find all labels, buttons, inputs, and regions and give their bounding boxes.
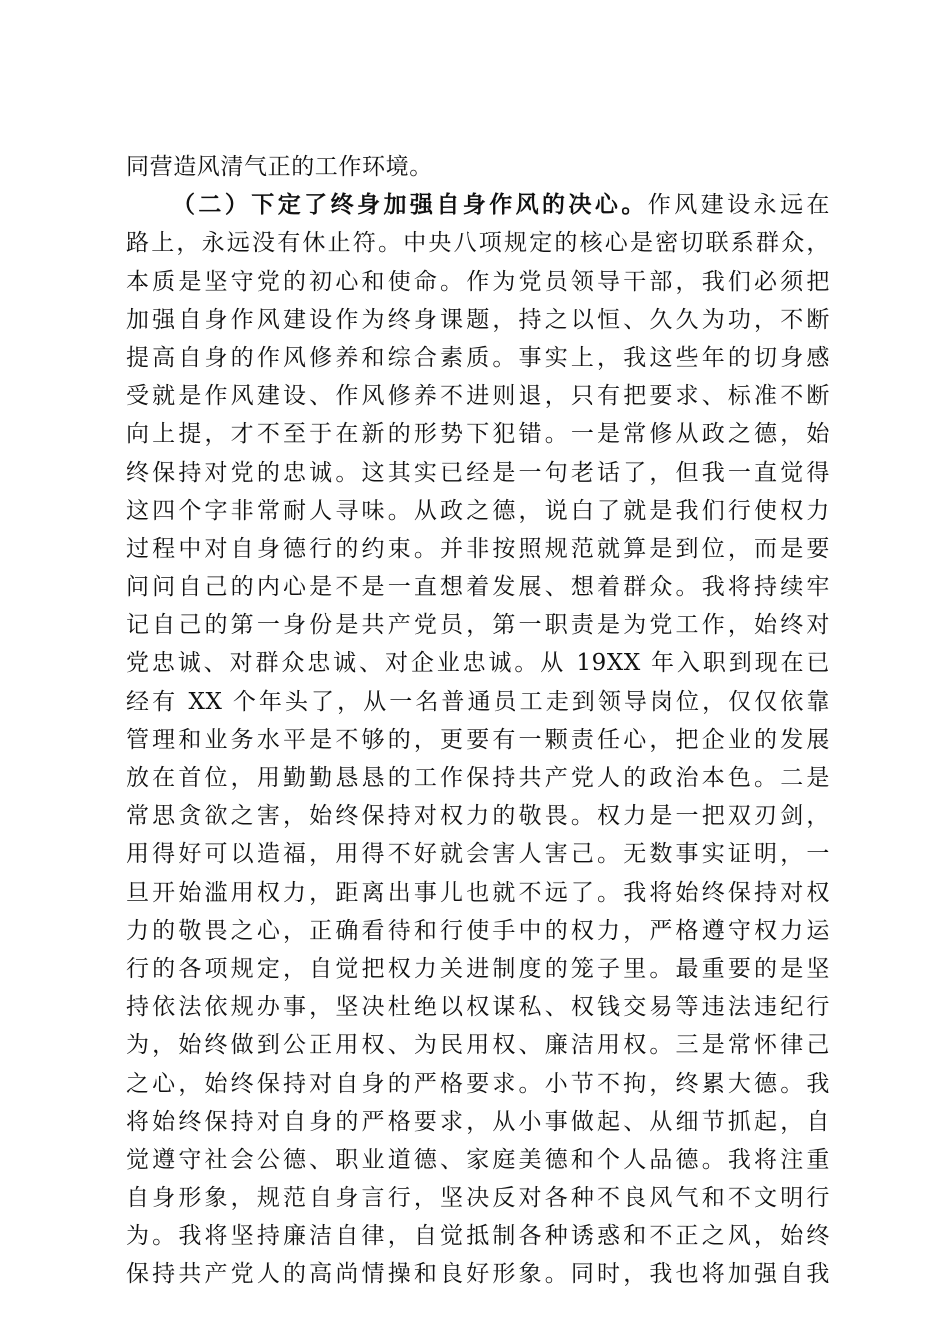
paragraph-line: 为，始终做到公正用权、为民用权、廉洁用权。三是常怀律己 (126, 1032, 830, 1059)
paragraph-line: 受就是作风建设、作风修养不进则退，只有把要求、标准不断 (126, 383, 830, 410)
paragraph-line: 力的敬畏之心，正确看待和行使手中的权力，严格遵守权力运 (126, 917, 830, 944)
paragraph-line: 问问自己的内心是不是一直想着发展、想着群众。我将持续牢 (126, 574, 830, 601)
paragraph-line: 用得好可以造福，用得不好就会害人害己。无数事实证明，一 (126, 841, 830, 868)
paragraph-line: 经有 XX 个年头了，从一名普通员工走到领导岗位，仅仅依靠 (126, 688, 830, 715)
paragraph-line: 过程中对自身德行的约束。并非按照规范就算是到位，而是要 (126, 535, 830, 562)
paragraph-line: 旦开始滥用权力，距离出事儿也就不远了。我将始终保持对权 (126, 879, 830, 906)
paragraph-line: 本质是坚守党的初心和使命。作为党员领导干部，我们必须把 (126, 268, 830, 295)
paragraph-line: 觉遵守社会公德、职业道德、家庭美德和个人品德。我将注重 (126, 1146, 830, 1173)
paragraph-line: 向上提，才不至于在新的形势下犯错。一是常修从政之德，始 (126, 421, 830, 448)
paragraph-line: 终保持对党的忠诚。这其实已经是一句老话了，但我一直觉得 (126, 459, 830, 486)
paragraph-line: 加强自身作风建设作为终身课题，持之以恒、久久为功，不断 (126, 306, 830, 333)
body-text (126, 148, 830, 1294)
paragraph-line-with-heading (126, 186, 830, 224)
paragraph-line-text: 作风建设永远在 (647, 192, 830, 219)
paragraph-line: 之心，始终保持对自身的严格要求。小节不拘，终累大德。我 (126, 1070, 830, 1097)
paragraph-line: 常思贪欲之害，始终保持对权力的敬畏。权力是一把双刃剑， (126, 803, 830, 830)
paragraph-line: 这四个字非常耐人寻味。从政之德，说白了就是我们行使权力 (126, 497, 830, 524)
paragraph-line: 行的各项规定，自觉把权力关进制度的笼子里。最重要的是坚 (126, 955, 830, 982)
paragraph-line: 持依法依规办事，坚决杜绝以权谋私、权钱交易等违法违纪行 (126, 994, 830, 1021)
paragraph-line: 保持共产党人的高尚情操和良好形象。同时，我也将加强自我 (126, 1261, 830, 1288)
paragraph-line: 将始终保持对自身的严格要求，从小事做起、从细节抓起，自 (126, 1108, 830, 1135)
paragraph-line: 自身形象，规范自身言行，坚决反对各种不良风气和不文明行 (126, 1185, 830, 1212)
paragraph-line: 提高自身的作风修养和综合素质。事实上，我这些年的切身感 (126, 344, 830, 371)
paragraph-line: 管理和业务水平是不够的，更要有一颗责任心，把企业的发展 (126, 726, 830, 753)
paragraph-line: 路上，永远没有休止符。中央八项规定的核心是密切联系群众， (126, 230, 830, 257)
paragraph-line: 记自己的第一身份是共产党员，第一职责是为党工作，始终对 (126, 612, 830, 639)
paragraph-line: 为。我将坚持廉洁自律，自觉抵制各种诱惑和不正之风，始终 (126, 1223, 830, 1250)
paragraph-line: 放在首位，用勤勤恳恳的工作保持共产党人的政治本色。二是 (126, 765, 830, 791)
paragraph-line: 党忠诚、对群众忠诚、对企业忠诚。从 19XX 年入职到现在已 (126, 650, 830, 677)
section-heading: （二）下定了终身加强自身作风的决心。 (172, 191, 648, 219)
paragraph-line: 同营造风清气正的工作环境。 (126, 154, 433, 180)
